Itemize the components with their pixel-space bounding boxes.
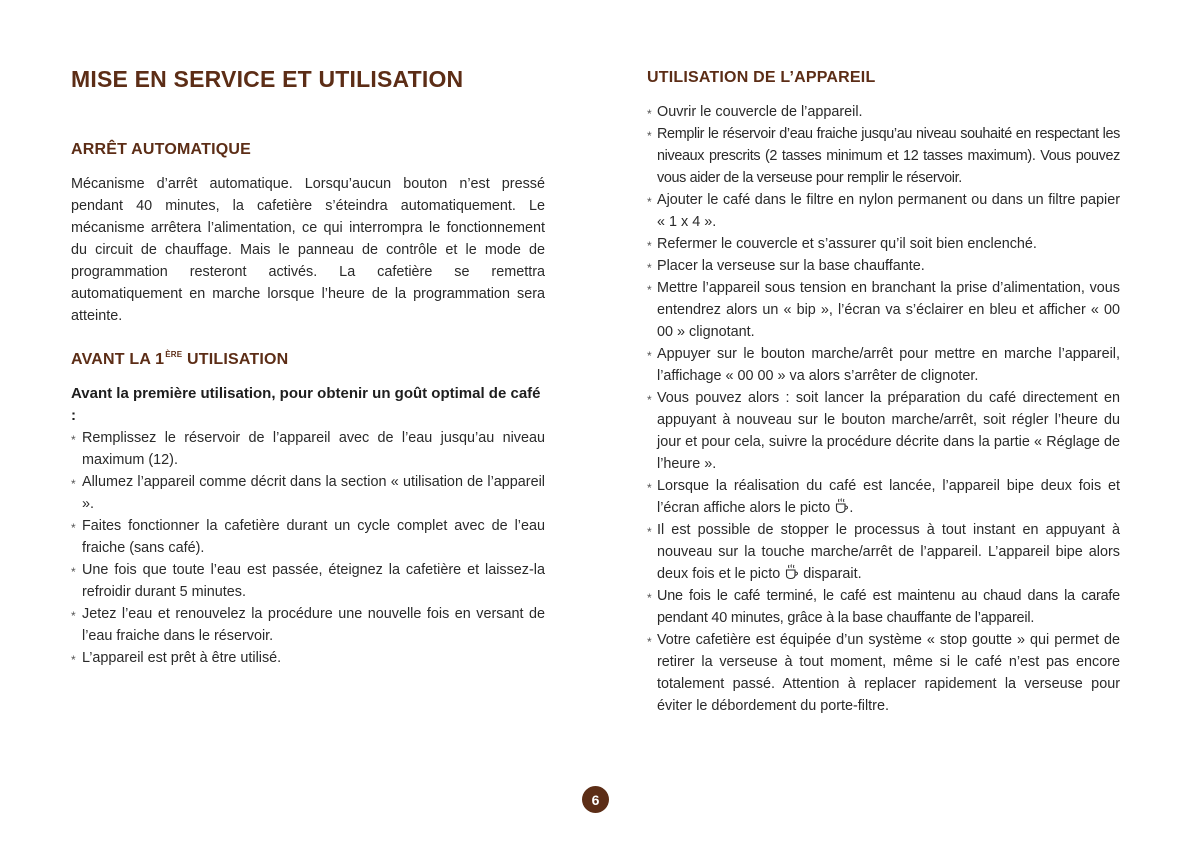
auto-stop-paragraph: Mécanisme d’arrêt automatique. Lorsqu’aucun bouton n’est pressé pendant 40 minutes, la cafetière s’éteindra automatiquement. Le mécanisme arrêtera l’alimentation, ce qui interrompra le fonctionnement du circuit de chauffage. Mais le panneau de contrôle et le mode de programmation resteront activés. La cafetière se remettra automatiquement en marche lorsque l’heure de la programmation sera atteinte. <box>71 176 545 324</box>
page-title: MISE EN SERVICE ET UTILISATION <box>71 66 464 92</box>
bullet-star-icon: * <box>647 481 652 495</box>
list-item: * Une fois le café terminé, le café est maintenu au chaud dans la carafe pendant 40 minutes, grâce à la base chauffante de l’appareil. <box>647 588 1120 626</box>
list-item: * Placer la verseuse sur la base chauffante. <box>647 255 1120 277</box>
list-item: * Jetez l’eau et renouvelez la procédure une nouvelle fois en versant de l’eau fraiche dans le réservoir. <box>71 606 545 644</box>
first-use-list <box>71 427 545 669</box>
section-heading-usage: UTILISATION DE L’APPAREIL <box>647 69 876 86</box>
bullet-star-icon: * <box>647 239 652 253</box>
list-item: * Ajouter le café dans le filtre en nylon permanent ou dans un filtre papier « 1 x 4 ». <box>647 192 1120 230</box>
bullet-star-icon: * <box>647 129 652 143</box>
bullet-star-icon: * <box>71 521 76 535</box>
bullet-star-icon: * <box>647 283 652 297</box>
list-item: * Il est possible de stopper le processus à tout instant en appuyant à nouveau sur la touche marche/arrêt de l’appareil. L’appareil bipe alors deux fois et le picto disparait. <box>647 522 1120 582</box>
bullet-star-icon: * <box>71 653 76 667</box>
list-item: * Mettre l’appareil sous tension en branchant la prise d’alimentation, vous entendrez alors un « bip », l’écran va s’éclairer en bleu et afficher « 00 00 » clignotant. <box>647 280 1120 340</box>
list-item: * Allumez l’appareil comme décrit dans la section « utilisation de l’appareil ». <box>71 474 545 512</box>
coffee-cup-icon <box>785 564 798 580</box>
coffee-cup-icon <box>835 498 848 514</box>
bullet-star-icon: * <box>71 477 76 491</box>
first-use-intro: Avant la première utilisation, pour obtenir un goût optimal de café : <box>71 385 541 424</box>
list-item: * Remplir le réservoir d’eau fraiche jusqu’au niveau souhaité en respectant les niveaux prescrits (2 tasses minimum et 12 tasses maximum). Vous pouvez vous aider de la verseuse pour remplir le réservoir. <box>647 126 1120 186</box>
list-item: * Remplissez le réservoir de l’appareil avec de l’eau jusqu’au niveau maximum (12). <box>71 430 545 468</box>
bullet-star-icon: * <box>647 261 652 275</box>
bullet-star-icon: * <box>71 609 76 623</box>
page-number-badge: 6 <box>582 786 609 813</box>
bullet-star-icon: * <box>647 591 652 605</box>
section-heading-first-use: AVANT LA 1ÈRE UTILISATION <box>71 350 289 368</box>
bullet-star-icon: * <box>647 635 652 649</box>
bullet-star-icon: * <box>71 433 76 447</box>
bullet-star-icon: * <box>647 525 652 539</box>
list-item: * Appuyer sur le bouton marche/arrêt pour mettre en marche l’appareil, l’affichage « 00 00 » va alors s’arrêter de clignoter. <box>647 346 1120 384</box>
list-item: * Faites fonctionner la cafetière durant un cycle complet avec de l’eau fraiche (sans café). <box>71 518 545 556</box>
bullet-star-icon: * <box>647 195 652 209</box>
list-item: * Lorsque la réalisation du café est lancée, l’appareil bipe deux fois et l’écran affiche alors le picto . <box>647 478 1120 516</box>
list-item: * Vous pouvez alors : soit lancer la préparation du café directement en appuyant à nouveau sur le bouton marche/arrêt, soit régler l’heure du jour et pour cela, suivre la procédure décrite dans la partie « Réglage de l’heure ». <box>647 390 1120 472</box>
list-item: * Ouvrir le couvercle de l’appareil. <box>647 101 1120 123</box>
list-item: * Refermer le couvercle et s’assurer qu’il soit bien enclenché. <box>647 233 1120 255</box>
bullet-star-icon: * <box>647 393 652 407</box>
list-item: * Une fois que toute l’eau est passée, éteignez la cafetière et laissez-la refroidir durant 5 minutes. <box>71 562 545 600</box>
list-item: * Votre cafetière est équipée d’un système « stop goutte » qui permet de retirer la verseuse à tout moment, même si le café n’est pas encore totalement passé. Attention à replacer rapidement la verseuse pour éviter le débordement du porte-filtre. <box>647 632 1120 714</box>
bullet-star-icon: * <box>647 107 652 121</box>
bullet-star-icon: * <box>647 349 652 363</box>
list-item: * L’appareil est prêt à être utilisé. <box>71 647 545 669</box>
section-heading-auto-stop: ARRÊT AUTOMATIQUE <box>71 141 251 158</box>
bullet-star-icon: * <box>71 565 76 579</box>
usage-list <box>647 101 1120 717</box>
